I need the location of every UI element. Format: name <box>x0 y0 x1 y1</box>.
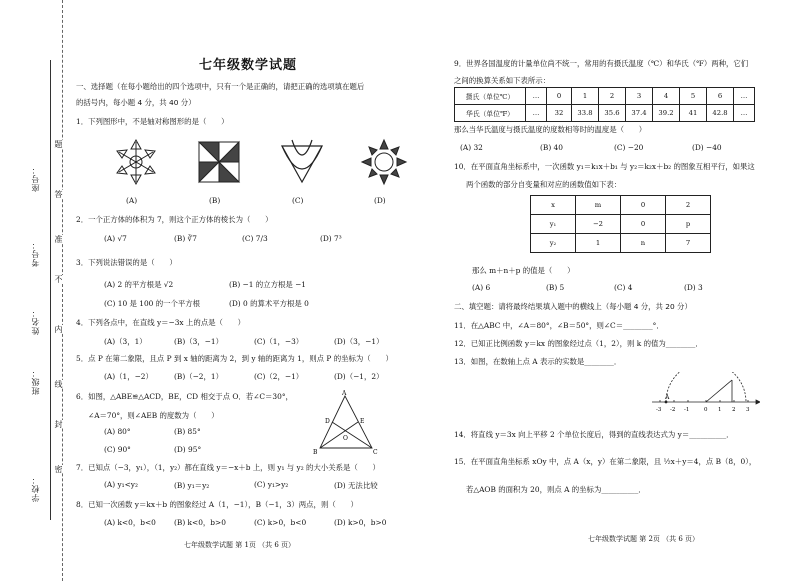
tick-label: 3 <box>746 407 750 413</box>
exam-no-label: 考号： <box>31 240 40 267</box>
fig-label-e: E <box>360 418 365 425</box>
q3-option-b[interactable]: (B) −1 的立方根是 −1 <box>229 280 306 289</box>
name-label: 姓名： <box>31 308 40 335</box>
fig-label-b: B <box>313 449 318 456</box>
table-cell: 4 <box>653 88 680 105</box>
fig-label-c: C <box>373 449 378 456</box>
q13-text: 13．如图，在数轴上点 A 表示的实数是________． <box>454 357 622 366</box>
q9-option-c[interactable]: (C) −20 <box>614 143 644 152</box>
q9-text-cont: 之间的换算关系如下表所示： <box>454 76 551 85</box>
q6-option-a[interactable]: (A) 80° <box>104 427 131 436</box>
triquetra-figure <box>282 140 322 182</box>
q5-option-a[interactable]: (A)（1，−2） <box>104 372 153 381</box>
q9-option-a[interactable]: (A) 32 <box>460 143 483 152</box>
table-cell: 0 <box>621 215 666 234</box>
table-cell: 39.2 <box>653 105 680 122</box>
table-cell: 5 <box>680 88 707 105</box>
q1-option-b[interactable]: (B) <box>209 196 221 205</box>
q6-option-b[interactable]: (B) 85° <box>174 427 201 436</box>
seal-char: 内 <box>54 325 63 333</box>
q3-option-c[interactable]: (C) 10 是 100 的一个平方根 <box>104 299 201 308</box>
table-cell: 1 <box>576 234 621 253</box>
q9-option-b[interactable]: (B) 40 <box>540 143 563 152</box>
q9-table <box>454 87 755 122</box>
q6-option-d[interactable]: (D) 95° <box>174 445 202 454</box>
q1-figures <box>94 138 424 198</box>
table-cell: 41 <box>680 105 707 122</box>
q15-text: 15．在平面直角坐标系 xOy 中，点 A（x，y）在第二象限，且 ½x＋y＝4，点 B（8，0）， <box>454 457 757 466</box>
q9-option-d[interactable]: (D) −40 <box>692 143 722 152</box>
seal-char: 密 <box>54 465 63 473</box>
q2-text: 2．一个正方体的体积为 7，则这个正方体的棱长为（ ） <box>76 215 273 224</box>
binding-margin <box>0 0 63 581</box>
q7-text: 7．已知点（−3，y₁），（1，y₂）都在直线 y＝−x＋b 上，则 y₁ 与 y₂ 的大小关系是（ ） <box>76 463 380 472</box>
table-cell: 1 <box>572 88 599 105</box>
exam-title: 七年级数学试题 <box>199 58 298 73</box>
seal-line <box>50 60 51 520</box>
q9-text: 9．世界各国温度的计量单位尚不统一，常用的有摄氏温度（℃）和华氏（℉）两种，它们 <box>454 59 749 68</box>
q5-text: 5．点 P 在第二象限，且点 P 到 x 轴的距离为 2，到 y 轴的距离为 1，则点 P 的坐标为（ ） <box>76 354 393 363</box>
table-cell: 35.6 <box>599 105 626 122</box>
q7-option-d[interactable]: (D) 无法比较 <box>334 481 378 490</box>
q8-option-b[interactable]: (B) k<0，b>0 <box>174 518 226 527</box>
q4-option-b[interactable]: (B)（3，−1） <box>174 337 223 346</box>
table-cell: 32 <box>547 105 572 122</box>
seal-char: 封 <box>54 420 63 428</box>
q6-triangle-figure <box>310 390 380 456</box>
table-cell: 2 <box>666 196 711 215</box>
q10-option-d[interactable]: (D) 3 <box>684 283 703 292</box>
q5-option-d[interactable]: (D)（−1，2） <box>334 372 384 381</box>
q3-option-d[interactable]: (D) 0 的算术平方根是 0 <box>229 299 309 308</box>
table-row <box>531 234 711 253</box>
q9-ask: 那么当华氏温度与摄氏温度的度数相等时的温度是（ ） <box>454 125 647 134</box>
table-row <box>531 196 711 215</box>
sun-figure <box>362 140 406 184</box>
q2-option-a[interactable]: (A) √7 <box>104 234 127 243</box>
table-cell: x <box>531 196 576 215</box>
q4-option-c[interactable]: (C)（1，−3） <box>254 337 304 346</box>
page-footer-left: 七年级数学试题 第 1页 （共 6 页） <box>184 541 296 549</box>
q10-ask: 那么 m＋n＋p 的值是（ ） <box>472 266 575 275</box>
q2-option-b[interactable]: (B) ∛7 <box>174 234 197 243</box>
q13-number-line <box>648 372 760 416</box>
q8-option-c[interactable]: (C) k>0，b<0 <box>254 518 307 527</box>
table-cell: 0 <box>547 88 572 105</box>
q3-text: 3．下列说法错误的是（ ） <box>76 258 177 267</box>
q10-table <box>530 195 711 253</box>
table-cell: 3 <box>626 88 653 105</box>
q5-option-c[interactable]: (C)（2，−1） <box>254 372 304 381</box>
q2-option-c[interactable]: (C) 7/3 <box>242 234 268 243</box>
q11-text: 11．在△ABC 中，∠A＝80°，∠B＝50°，则∠C＝________°． <box>454 321 664 330</box>
tick-label: 2 <box>732 407 736 413</box>
table-cell: … <box>734 88 755 105</box>
q10-option-b[interactable]: (B) 5 <box>546 283 565 292</box>
q10-text: 10．在平面直角坐标系中，一次函数 y₁＝k₁x＋b₁ 与 y₂＝k₂x＋b₂ 的图象互相平行，如果这 <box>454 162 755 171</box>
q7-option-c[interactable]: (C) y₁>y₂ <box>254 480 289 489</box>
table-cell: … <box>734 105 755 122</box>
q7-option-a[interactable]: (A) y₁<y₂ <box>104 480 138 489</box>
q7-option-b[interactable]: (B) y₁＝y₂ <box>174 481 210 490</box>
q8-option-d[interactable]: (D) k>0，b>0 <box>334 518 387 527</box>
q8-option-a[interactable]: (A) k<0，b<0 <box>104 518 156 527</box>
q6-text: 6．如图，△ABE≌△ACD，BE，CD 相交于点 O．若∠C＝30°， <box>76 392 293 401</box>
seal-char: 准 <box>54 235 63 243</box>
pinwheel-figure <box>199 142 239 182</box>
q10-option-c[interactable]: (C) 4 <box>614 283 633 292</box>
q14-text: 14．将直线 y＝3x 向上平移 2 个单位长度后，得到的直线表达式为 y＝__________． <box>454 430 734 439</box>
table-row <box>455 88 755 105</box>
fig-label-a: A <box>342 390 347 397</box>
point-a-label: A <box>665 394 670 401</box>
section1-heading-cont: 的括号内，每小题 4 分，共 40 分） <box>76 98 196 107</box>
snowflake-figure <box>117 140 155 184</box>
fig-label-o: O <box>343 435 348 442</box>
table-cell: 2 <box>599 88 626 105</box>
table-cell: 33.8 <box>572 105 599 122</box>
table-cell: −2 <box>576 215 621 234</box>
table-cell: 摄氏（单位℃） <box>455 88 526 105</box>
school-label: 学校： <box>31 475 40 502</box>
q5-option-b[interactable]: (B)（−2，1） <box>174 372 223 381</box>
q1-option-a[interactable]: (A) <box>126 196 138 205</box>
class-label: 班级： <box>31 368 40 395</box>
table-row <box>531 215 711 234</box>
section1-heading: 一、选择题（在每小题给出的四个选项中，只有一个是正确的，请把正确的选项填在题后 <box>76 82 365 91</box>
q10-text-cont: 两个函数的部分自变量和对应的函数值如下表： <box>466 180 622 189</box>
table-cell: 6 <box>707 88 734 105</box>
table-cell: y₂ <box>531 234 576 253</box>
q1-option-d[interactable]: (D) <box>374 196 386 205</box>
tick-label: -2 <box>670 407 676 413</box>
q8-text: 8．已知一次函数 y＝kx＋b 的图象经过 A（1，−1），B（−1，3）两点，则（ ） <box>76 500 358 509</box>
seal-char: 不 <box>54 275 63 283</box>
fig-label-d: D <box>325 418 330 425</box>
seal-char: 答 <box>54 190 63 198</box>
table-cell: p <box>666 215 711 234</box>
table-cell: 37.4 <box>626 105 653 122</box>
table-cell: 42.8 <box>707 105 734 122</box>
q4-option-a[interactable]: (A)（3，1） <box>104 337 147 346</box>
q6-text-cont: ∠A＝70°，则∠AEB 的度数为（ ） <box>88 411 219 420</box>
seal-char: 线 <box>54 380 63 388</box>
table-cell: 7 <box>666 234 711 253</box>
table-cell: … <box>526 88 547 105</box>
table-cell: n <box>621 234 666 253</box>
tick-label: 0 <box>704 407 708 413</box>
tick-label: -1 <box>684 407 690 413</box>
table-row <box>455 105 755 122</box>
q15-text-cont: 若△AOB 的面积为 20，则点 A 的坐标为__________． <box>466 485 646 494</box>
seat-label: 座号： <box>31 165 40 192</box>
page-footer-right: 七年级数学试题 第 2页 （共 6 页） <box>588 535 700 543</box>
seal-char: 题 <box>54 140 63 148</box>
tick-label: -3 <box>656 407 662 413</box>
section2-heading: 二、填空题：请将最终结果填入题中的横线上（每小题 4 分，共 20 分） <box>454 302 692 311</box>
table-cell: m <box>576 196 621 215</box>
q12-text: 12．已知正比例函数 y＝kx 的图象经过点（1，2），则 k 的值为________． <box>454 339 703 348</box>
q6-option-c[interactable]: (C) 90° <box>104 445 131 454</box>
table-cell: 0 <box>621 196 666 215</box>
q2-option-d[interactable]: (D) 7³ <box>320 234 342 243</box>
q4-text: 4．下列各点中，在直线 y＝−3x 上的点是（ ） <box>76 318 246 327</box>
q1-option-c[interactable]: (C) <box>292 196 304 205</box>
q1-text: 1．下列图形中，不是轴对称图形的是（ ） <box>76 117 229 126</box>
table-cell: 华氏（单位℉） <box>455 105 526 122</box>
table-cell: y₁ <box>531 215 576 234</box>
tick-label: 1 <box>718 407 722 413</box>
q3-option-a[interactable]: (A) 2 的平方根是 √2 <box>104 280 174 289</box>
q10-option-a[interactable]: (A) 6 <box>472 283 491 292</box>
table-cell: … <box>526 105 547 122</box>
q4-option-d[interactable]: (D)（3，−1） <box>334 337 384 346</box>
